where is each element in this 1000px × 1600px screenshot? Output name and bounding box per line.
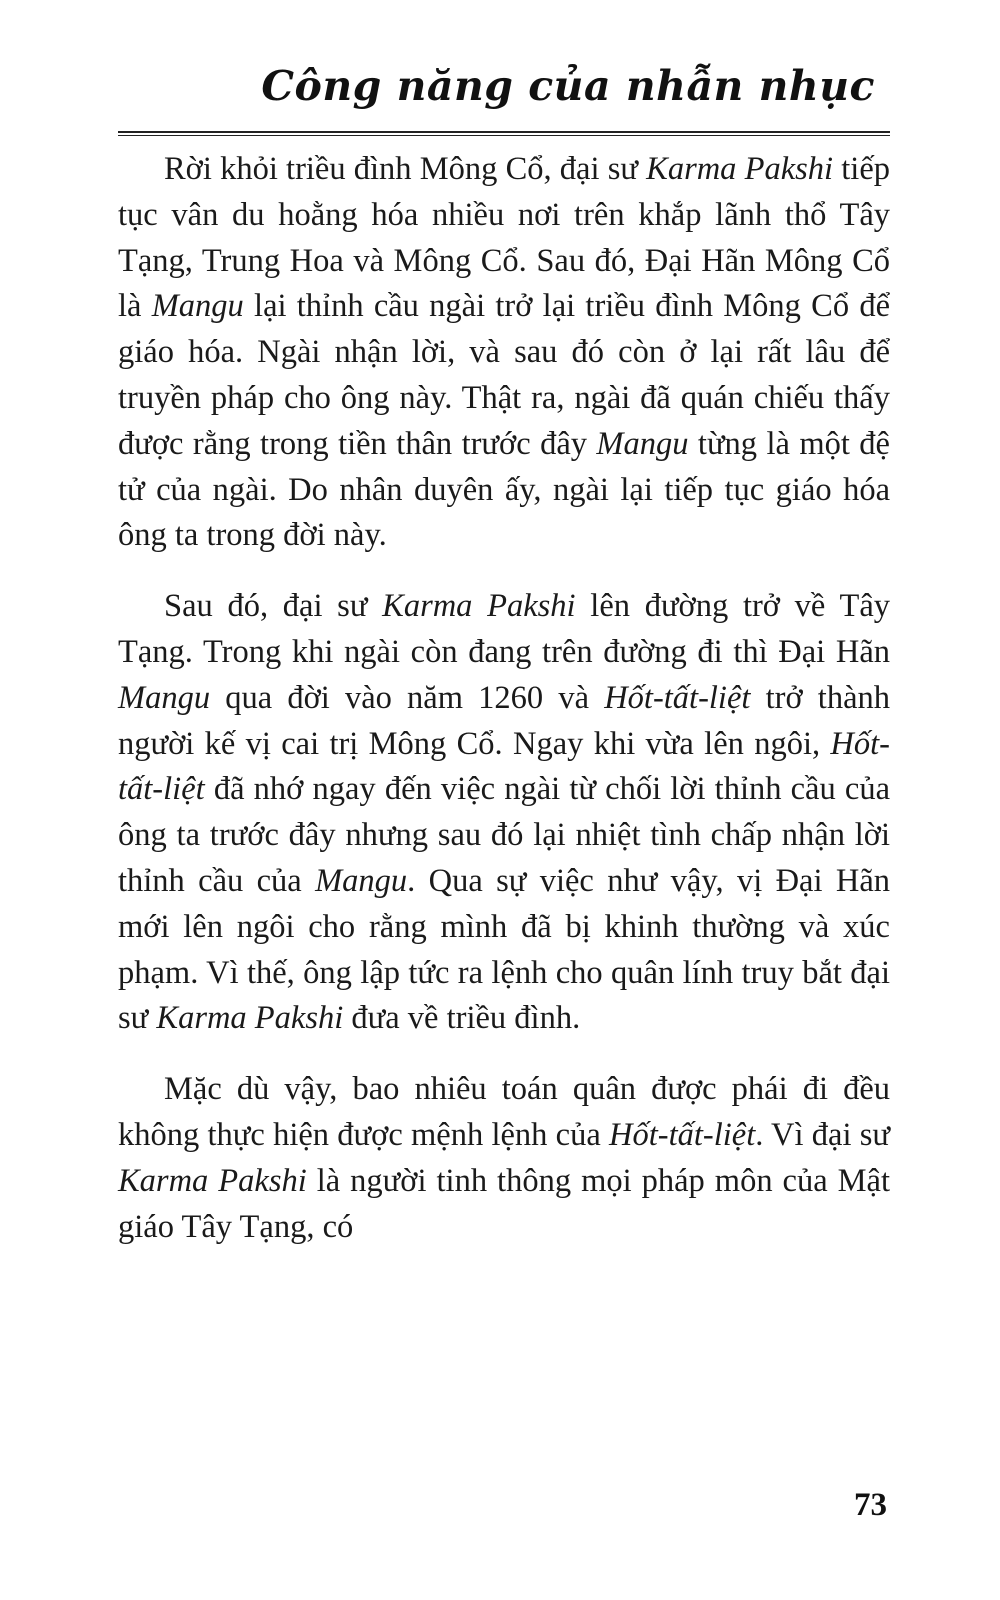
text-run: đã nhớ ngay đến việc ngài từ chối lời thỉnh cầu của ông ta trước đây nhưng sau đó lại nhiệt tình chấp nhận lời thỉnh cầu của bbox=[118, 771, 890, 899]
text-run: tiếp tục vân du hoằng hóa nhiều nơi trên khắp lãnh thổ Tây Tạng, Trung Hoa và Mông Cổ. Sau đó, Đại Hãn Mông Cổ là bbox=[118, 151, 890, 325]
text-run: từng là một đệ tử của ngài. Do nhân duyên ấy, ngài lại tiếp tục giáo hóa ông ta trong đời này. bbox=[118, 425, 890, 554]
text-run: trở thành người kế vị cai trị Mông Cổ. Ngay khi vừa lên ngôi, bbox=[118, 679, 890, 762]
header-rule bbox=[118, 131, 890, 136]
italic-name: Hốt-tất-liệt bbox=[604, 679, 751, 716]
text-run: qua đời vào năm 1260 và bbox=[210, 679, 605, 716]
text-run: đưa về triều đình. bbox=[343, 1000, 581, 1037]
italic-name: Hốt-tất-liệt bbox=[609, 1116, 756, 1153]
body-text bbox=[118, 147, 890, 1250]
text-run: lại thỉnh cầu ngài trở lại triều đình Mông Cổ để giáo hóa. Ngài nhận lời, và sau đó còn ở lại rất lâu để truyền pháp cho ông này. Thật ra, ngài đã quán chiếu thấy được rằng trong tiền thân trước đây bbox=[118, 288, 890, 462]
italic-name: Karma Pakshi bbox=[646, 151, 834, 187]
text-run: . Qua sự việc như vậy, vị Đại Hãn mới lên ngôi cho rằng mình đã bị khinh thường và xúc phạm. Vì thế, ông lập tức ra lệnh cho quân lính truy bắt đại sư bbox=[118, 862, 890, 1037]
italic-name: Hốt-tất-liệt bbox=[118, 725, 890, 808]
text-run: Sau đó, đại sư bbox=[164, 588, 383, 625]
page-number: 73 bbox=[854, 1487, 887, 1523]
text-run: là người tinh thông mọi pháp môn của Mật giáo Tây Tạng, có bbox=[118, 1162, 891, 1245]
italic-name: Karma Pakshi bbox=[382, 588, 576, 625]
text-run: Rời khỏi triều đình Mông Cổ, đại sư bbox=[164, 151, 647, 187]
italic-name: Mangu bbox=[118, 679, 211, 716]
italic-name: Mangu bbox=[596, 425, 689, 462]
text-run: Mặc dù vậy, bao nhiêu toán quân được phái đi đều không thực hiện được mệnh lệnh của bbox=[118, 1071, 890, 1153]
paragraph-3 bbox=[118, 1067, 890, 1250]
italic-name: Karma Pakshi bbox=[118, 1162, 307, 1199]
italic-name: Mangu bbox=[315, 862, 408, 899]
running-head-title: Công năng của nhẫn nhục bbox=[261, 62, 875, 110]
paragraph-2 bbox=[118, 584, 890, 1042]
italic-name: Mangu bbox=[151, 288, 244, 325]
paragraph-1 bbox=[118, 147, 890, 559]
italic-name: Karma Pakshi bbox=[156, 1000, 344, 1037]
text-run: . Vì đại sư bbox=[755, 1116, 890, 1153]
text-run: lên đường trở về Tây Tạng. Trong khi ngài còn đang trên đường đi thì Đại Hãn bbox=[118, 588, 890, 670]
